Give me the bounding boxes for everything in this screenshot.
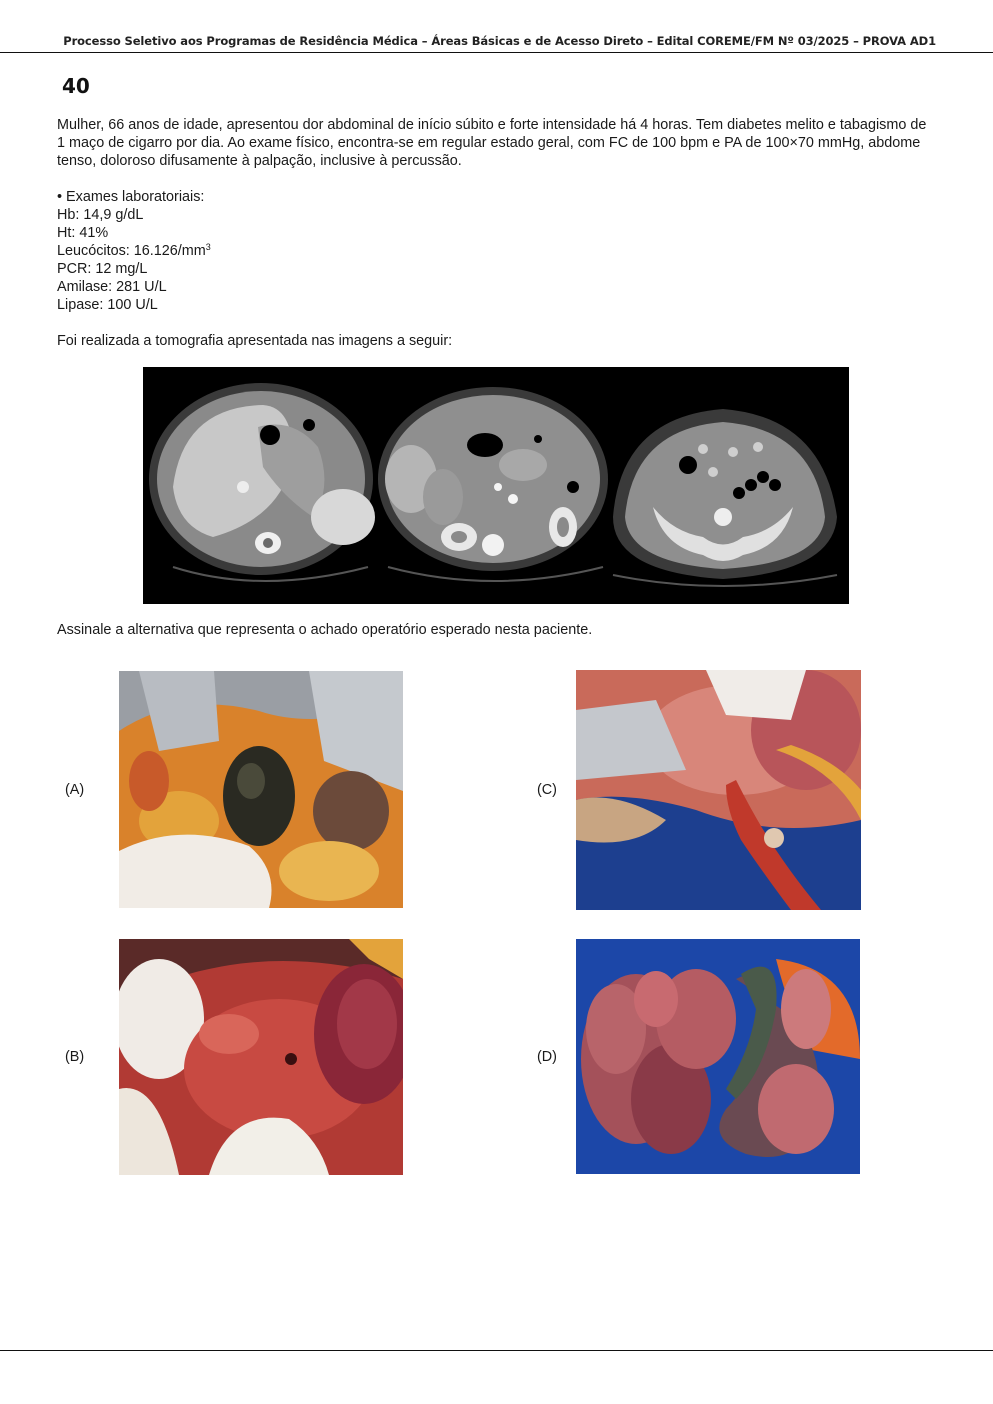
lab-leucocitos-text: Leucócitos: 16.126/mm — [57, 243, 206, 259]
case-description: Mulher, 66 anos de idade, apresentou dor abdominal de início súbito e forte intensidade há 4 horas. Tem diabetes melito e tabagismo de 1 maço de cigarro por dia. Ao exame físico, encontra-se em regular estado geral, com FC de 100 bpm e PA de 100×70 mmHg, abdome tenso, doloroso difusamente à palpação, inclusive à percussão. — [57, 117, 927, 169]
option-a-label[interactable]: (A) — [65, 782, 85, 798]
option-b-label[interactable]: (B) — [65, 1049, 85, 1065]
option-b-photo[interactable] — [119, 939, 403, 1175]
lab-lipase: Lipase: 100 U/L — [57, 297, 158, 313]
question-prompt: Assinale a alternativa que representa o achado operatório esperado nesta paciente. — [57, 622, 593, 638]
lab-hb: Hb: 14,9 g/dL — [57, 207, 144, 223]
lab-ht: Ht: 41% — [57, 225, 109, 241]
footer-divider — [0, 1350, 993, 1351]
lab-amilase: Amilase: 281 U/L — [57, 279, 167, 295]
option-c-label[interactable]: (C) — [537, 782, 557, 798]
labs-heading: • Exames laboratoriais: — [57, 189, 205, 205]
tomography-intro: Foi realizada a tomografia apresentada nas imagens a seguir: — [57, 333, 453, 349]
lab-pcr: PCR: 12 mg/L — [57, 261, 148, 277]
option-d-label[interactable]: (D) — [537, 1049, 557, 1065]
page-header: Processo Seletivo aos Programas de Residência Médica – Áreas Básicas e de Acesso Direto – Edital COREME/FM Nº 03/2025 – PROVA AD1 — [63, 34, 936, 48]
question-body — [57, 116, 937, 350]
question-number: 40 — [62, 74, 90, 98]
option-c-photo[interactable] — [576, 670, 861, 910]
lab-leucocitos — [57, 242, 937, 260]
option-d-photo[interactable] — [576, 939, 860, 1174]
lab-leucocitos-exponent: 3 — [205, 242, 211, 252]
header-divider — [0, 52, 993, 53]
option-a-photo[interactable] — [119, 671, 403, 908]
ct-images — [143, 367, 849, 604]
